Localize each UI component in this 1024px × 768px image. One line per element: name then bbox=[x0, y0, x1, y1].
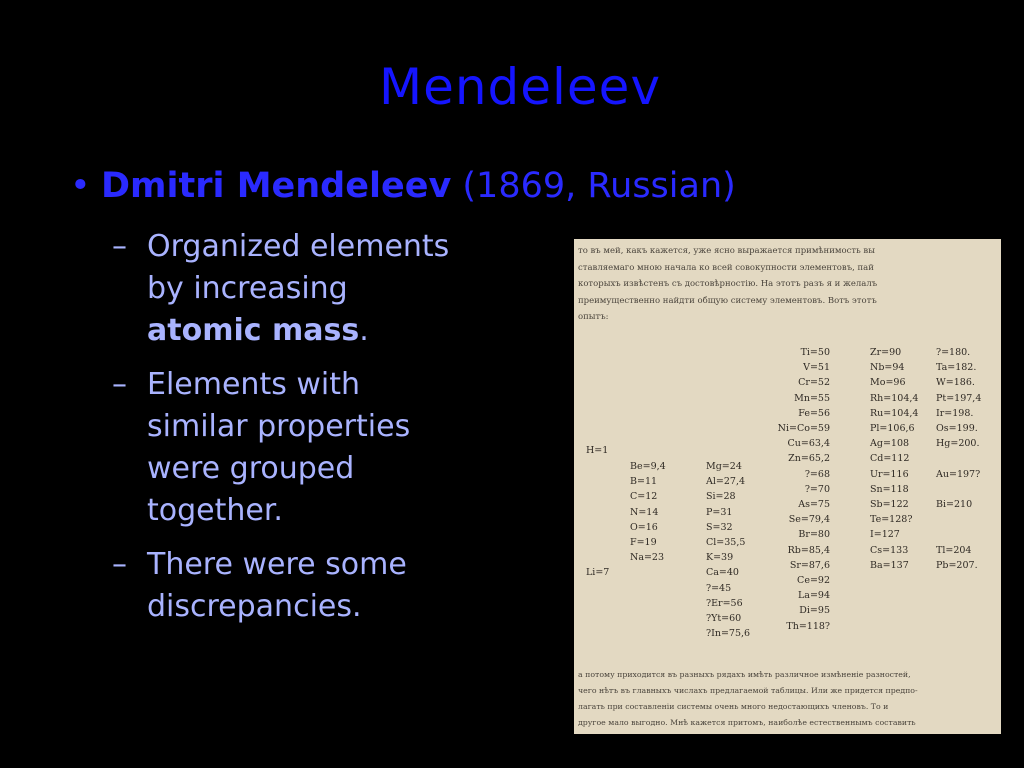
scan-text-line: чего нѣтъ въ главныхъ числахъ предлагаемой таблицы. Или же придется предпо- bbox=[578, 686, 918, 695]
table-cell: Zr=90 bbox=[870, 347, 902, 358]
table-cell: Al=27,4 bbox=[706, 476, 746, 488]
table-cell: Se=79,4 bbox=[788, 514, 830, 526]
table-column-4 bbox=[762, 345, 830, 634]
table-cell: Ta=182. bbox=[936, 362, 977, 374]
scan-text-line: ставляемаго мною начала ко всей совокупности элементовъ, пай bbox=[578, 262, 874, 273]
table-cell: Cd=112 bbox=[870, 453, 910, 465]
sub-bullet-line: Elements with bbox=[147, 367, 361, 402]
table-cell bbox=[936, 527, 981, 542]
table-cell: Tl=204 bbox=[936, 544, 972, 556]
sub-bullet-line: Organized elements bbox=[147, 229, 450, 264]
table-cell: Ba=137 bbox=[870, 559, 909, 571]
table-cell bbox=[586, 534, 609, 549]
table-cell: F=19 bbox=[630, 537, 657, 549]
sub-bullet-dash: – bbox=[112, 229, 127, 264]
table-cell: Ca=40 bbox=[706, 567, 739, 579]
table-cell: Li=7 bbox=[586, 566, 610, 578]
table-cell: P=31 bbox=[706, 506, 733, 518]
scan-bottom-text bbox=[578, 667, 997, 731]
scan-text-line: лагать при составленіи системы очень много недостающихъ членовъ. То и bbox=[578, 702, 889, 711]
table-cell: Fe=56 bbox=[798, 407, 830, 419]
table-cell: ?In=75,6 bbox=[706, 628, 751, 640]
bullet-name: Dmitri Mendeleev bbox=[101, 166, 452, 206]
sub-bullet bbox=[112, 544, 532, 628]
table-cell: Br=80 bbox=[798, 529, 830, 541]
sub-bullet-line: There were some bbox=[147, 547, 407, 582]
sub-bullets bbox=[112, 226, 532, 640]
table-cell: S=32 bbox=[706, 521, 733, 533]
table-cell bbox=[586, 504, 609, 519]
table-cell bbox=[586, 489, 609, 504]
table-column-2 bbox=[630, 459, 666, 565]
table-cell: Cs=133 bbox=[870, 544, 909, 556]
table-cell: Di=95 bbox=[799, 605, 830, 617]
sub-bullet-line: together. bbox=[147, 493, 283, 528]
scan-text-line: которыхъ извѣстенъ съ достовѣрностію. На этотъ разъ я и желалъ bbox=[578, 279, 878, 289]
sub-bullet bbox=[112, 364, 532, 532]
table-cell: Ni=Co=59 bbox=[777, 423, 830, 435]
table-cell: Ir=198. bbox=[936, 407, 974, 419]
table-cell: N=14 bbox=[630, 506, 659, 518]
table-cell: V=51 bbox=[803, 362, 830, 374]
table-cell bbox=[586, 458, 609, 473]
table-cell: Si=28 bbox=[706, 491, 736, 503]
table-cell: C=12 bbox=[630, 491, 658, 503]
table-cell: Cu=63,4 bbox=[787, 438, 830, 450]
sub-bullet-line: by increasing bbox=[147, 271, 348, 306]
table-cell: Pl=106,6 bbox=[870, 423, 915, 435]
scan-text-line: то въ мей, какъ кажется, уже ясно выражается примѣнимость вы bbox=[578, 246, 875, 256]
table-cell: Pt=197,4 bbox=[936, 392, 982, 404]
table-cell: W=186. bbox=[936, 377, 975, 389]
table-cell: Pb=207. bbox=[936, 559, 978, 571]
atomic-mass-emphasis: atomic mass bbox=[147, 313, 360, 348]
table-column-6 bbox=[936, 345, 981, 573]
sub-bullet-line: discrepancies. bbox=[147, 589, 362, 624]
table-cell: La=94 bbox=[797, 590, 830, 602]
table-cell: As=75 bbox=[798, 499, 830, 511]
table-column-1 bbox=[586, 443, 609, 580]
table-cell: Rh=104,4 bbox=[870, 392, 919, 404]
table-cell: ?=45 bbox=[706, 582, 732, 594]
table-cell: Zn=65,2 bbox=[788, 453, 830, 465]
table-cell: Ti=50 bbox=[800, 347, 830, 358]
bullet-dot: • bbox=[70, 166, 91, 206]
table-cell: Na=23 bbox=[630, 552, 665, 564]
table-cell: Ag=108 bbox=[870, 438, 910, 450]
sub-bullet-line: were grouped bbox=[147, 451, 355, 486]
table-cell: Bi=210 bbox=[936, 499, 973, 511]
table-cell: Ru=104,4 bbox=[870, 407, 919, 419]
table-cell: K=39 bbox=[706, 552, 734, 564]
table-cell: ?Yt=60 bbox=[706, 613, 742, 625]
table-cell: I=127 bbox=[870, 529, 900, 541]
table-column-3 bbox=[706, 459, 750, 641]
table-cell: Os=199. bbox=[936, 423, 978, 435]
scan-text-line: преимущественно найдти общую систему элементовъ. Вотъ этотъ bbox=[578, 295, 877, 306]
table-cell: ?=180. bbox=[936, 347, 971, 358]
table-cell: Cl=35,5 bbox=[706, 537, 746, 549]
table-cell: Sb=122 bbox=[870, 499, 909, 511]
slide-title: Mendeleev bbox=[378, 58, 662, 116]
table-cell: ?Er=56 bbox=[706, 597, 743, 609]
period: . bbox=[359, 313, 369, 348]
table-cell: Hg=200. bbox=[936, 438, 980, 450]
sub-bullet-dash: – bbox=[112, 547, 127, 582]
table-cell: Mo=96 bbox=[870, 377, 906, 389]
bullet-detail: (1869, Russian) bbox=[462, 166, 736, 206]
table-cell: Th=118? bbox=[786, 620, 830, 632]
table-cell: ?=68 bbox=[804, 468, 830, 480]
sub-bullet-line: similar properties bbox=[147, 409, 411, 444]
table-cell: Ce=92 bbox=[797, 575, 830, 587]
table-cell: Be=9,4 bbox=[630, 461, 666, 472]
table-cell: Ur=116 bbox=[870, 468, 909, 480]
scan-top-text bbox=[578, 243, 997, 326]
table-cell: Sr=87,6 bbox=[789, 559, 830, 571]
sub-bullet-line bbox=[147, 310, 532, 352]
table-cell bbox=[936, 482, 981, 497]
scan-text-line: опытъ: bbox=[578, 312, 609, 322]
sub-bullet bbox=[112, 226, 532, 352]
periodic-table-scan bbox=[574, 239, 1001, 734]
table-cell: Te=128? bbox=[870, 514, 913, 526]
table-cell: B=11 bbox=[630, 476, 658, 488]
scan-text-line: а потому приходится въ разныхъ рядахъ имѣть различное измѣненіе разностей, bbox=[578, 670, 911, 679]
table-cell: Sn=118 bbox=[870, 483, 909, 495]
table-column-5 bbox=[870, 345, 918, 573]
table-cell bbox=[936, 512, 981, 527]
table-cell bbox=[586, 473, 609, 488]
table-cell: Au=197? bbox=[936, 468, 981, 480]
bullet-text bbox=[101, 166, 736, 206]
table-cell bbox=[586, 519, 609, 534]
table-cell: Rb=85,4 bbox=[787, 544, 830, 556]
table-cell: Mg=24 bbox=[706, 461, 742, 472]
table-cell: Nb=94 bbox=[870, 362, 905, 374]
sub-bullet-dash: – bbox=[112, 367, 127, 402]
table-cell bbox=[936, 451, 981, 466]
table-cell: ?=70 bbox=[804, 483, 830, 495]
table-cell: Cr=52 bbox=[798, 377, 830, 389]
table-cell: H=1 bbox=[586, 445, 609, 456]
scan-text-line: другое мало выгодно. Мнѣ кажется притомъ, наиболѣе естественнымъ составить bbox=[578, 718, 916, 727]
table-cell: Mn=55 bbox=[794, 392, 830, 404]
table-cell bbox=[586, 549, 609, 564]
table-cell: O=16 bbox=[630, 521, 658, 533]
